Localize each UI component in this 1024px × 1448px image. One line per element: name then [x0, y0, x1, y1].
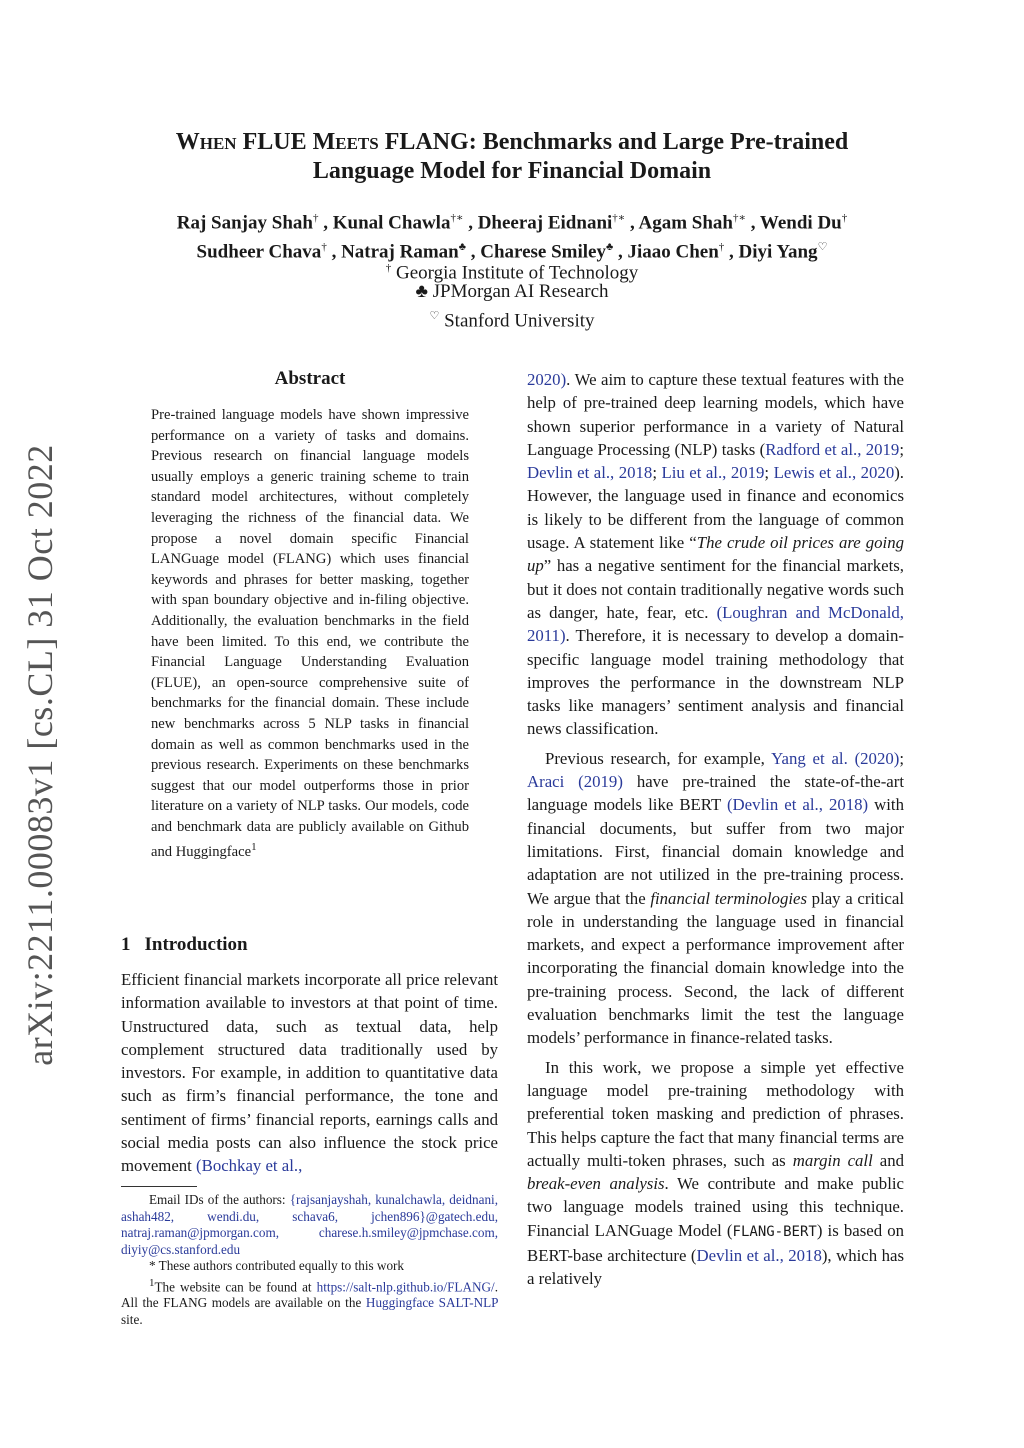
author-mark: †: [312, 212, 319, 224]
author-line-1: [100, 206, 924, 235]
website-link[interactable]: https://salt-nlp.github.io/FLANG/: [316, 1278, 495, 1294]
abstract-text: Pre-trained language models have shown impressive performance on a variety of tasks and domains. Previous research on financial language models usually employs a generic training scheme to train standard model architectures, without completely leveraging the richness of the financial data. We propose a novel domain specific Financial LANGuage model (FLANG) which uses financial keywords and phrases for better masking, together with span boundary objective and in-filing objective. Additionally, the evaluation benchmarks in the field have been limited. To this end, we contribute the Financial Language Understanding Evaluation (FLUE), an open-source comprehensive suite of benchmarks for the financial domain. These include new benchmarks across 5 NLP tasks in financial domain as well as common benchmarks used in the previous research. Experiments on these benchmarks suggest that our model outperforms those in prior literature on a variety of NLP tasks. Our models, code and benchmark data are publicly available on Github and Huggingface: [151, 407, 469, 861]
author-mark: ♣: [606, 241, 614, 254]
email-prefix: Email IDs of the authors:: [149, 1192, 290, 1207]
title-line-1-rest: FLANG: Benchmarks and Large Pre-trained: [378, 129, 849, 155]
author: Sudheer Chava: [196, 241, 322, 263]
affiliation-name: Stanford University: [439, 310, 595, 332]
author-sep: ,: [465, 241, 481, 263]
author-sep: ,: [745, 212, 760, 234]
author: Diyi Yang: [738, 241, 818, 263]
footnote-emails: [121, 1192, 498, 1258]
citation-sep: ;: [899, 439, 904, 459]
author-sep: ,: [724, 241, 739, 263]
section-title: Introduction: [144, 934, 248, 955]
author-mark: †: [321, 241, 327, 254]
affiliation-name: Georgia Institute of Technology: [391, 262, 639, 284]
paragraph-text: . We contribute and make public two language models trained using this technique. Financial LANGuage Model (: [527, 1174, 904, 1240]
title-word-meets: Meets: [312, 129, 379, 155]
citation-link[interactable]: Lewis et al., 2020: [773, 463, 895, 483]
emphasis: financial terminologies: [650, 888, 807, 908]
paragraph-text: In this work, we propose a simple yet effective language model pre-training methodology with preferential token masking and prediction of phrases. This helps capture the fact that many financial terms are actually multi-token phrases, such as: [527, 1057, 904, 1170]
paragraph-text: ), which has a relatively: [527, 1245, 904, 1289]
author-mark: †∗: [450, 212, 464, 224]
footnote-1: [121, 1275, 498, 1329]
model-name: FLANG-BERT: [732, 1223, 817, 1240]
author-sep: ,: [463, 212, 478, 234]
huggingface-link[interactable]: Huggingface SALT-NLP: [365, 1295, 499, 1311]
author: Charese Smiley: [480, 241, 606, 263]
footnote-text: . All the FLANG models are available on the: [121, 1278, 498, 1311]
footnote-text: The website can be found at: [154, 1278, 317, 1294]
right-paragraph-1: [527, 368, 904, 741]
section-heading-introduction: [121, 934, 248, 956]
paragraph-text: ). However, the language used in finance and economics is likely to be different from the language of common usage. A statement like “: [527, 463, 905, 553]
paper-title: [100, 128, 924, 186]
author-mark: †∗: [612, 212, 626, 224]
abstract-heading: Abstract: [274, 368, 346, 389]
citation-sep: ;: [652, 463, 662, 483]
author: Wendi Du: [759, 212, 842, 234]
arxiv-sidebar: [14, 444, 66, 1066]
abstract-body: [151, 405, 469, 863]
footnote-mark: 1: [149, 1276, 155, 1289]
citation-link[interactable]: Devlin et al., 2018: [696, 1245, 822, 1265]
author-mark: ♡: [817, 241, 828, 254]
author: Kunal Chawla: [332, 212, 451, 234]
right-paragraph-3: [527, 1056, 904, 1291]
author: Jiaao Chen: [627, 241, 719, 263]
affiliation-stanford: [100, 304, 924, 333]
paragraph-text: ” has a negative sentiment for the financial markets, but it does not contain traditionally negative words such as danger, hate, fear, etc.: [527, 556, 904, 622]
citation-link[interactable]: Devlin et al., 2018: [527, 463, 653, 483]
footnote-text: site.: [121, 1311, 143, 1327]
right-column: [527, 368, 904, 1297]
citation-link[interactable]: 2020): [527, 370, 567, 389]
paragraph-text: Previous research, for example,: [545, 748, 772, 768]
footnote-equal-contribution: * These authors contributed equally to this work: [149, 1258, 405, 1273]
emphasis: margin call: [792, 1150, 873, 1170]
footnotes: [121, 1192, 498, 1328]
citation-link[interactable]: Liu et al., 2019: [661, 463, 765, 483]
author: Raj Sanjay Shah: [176, 212, 313, 234]
quoted-statement: The crude oil prices are going up: [527, 533, 904, 576]
intro-paragraph-1: [121, 968, 498, 1178]
author-mark: †: [718, 241, 725, 254]
paragraph-text: . We aim to capture these textual features with the help of pre-trained deep learning models, which have shown superior performance in a variety of Natural Language Processing (NLP) tasks (: [527, 370, 904, 459]
citation-link[interactable]: Yang et al. (2020): [771, 748, 900, 768]
affiliation-name: JPMorgan AI Research: [427, 281, 609, 302]
title-word-flue: FLUE: [236, 129, 313, 155]
author-sep: ,: [326, 241, 342, 263]
author-mark: ♣: [458, 241, 466, 254]
paragraph-text: Efficient financial markets incorporate all price relevant information available to investors at that point of time. Unstructured data, such as textual data, help complement structured data traditionally used by investors. For example, in addition to quantitative data such as firm’s financial performance, the tone and sentiment of firms’ financial reports, earnings calls and social media posts can also influence the stock price movement: [121, 970, 498, 1176]
affiliation-mark: ♡: [429, 310, 440, 322]
citation-sep: ;: [764, 463, 774, 483]
email-links[interactable]: {rajsanjayshah, kunalchawla, deidnani, ashah482, wendi.du, schava6, jchen896}@gatech.edu, natraj.raman@jpmorgan.com, charese.h.smiley@jpmchase.com, diyiy@cs.stanford.edu: [121, 1192, 498, 1257]
footnote-divider: [121, 1186, 197, 1187]
paragraph-text: have pre-trained the state-of-the-art language models like BERT: [527, 772, 905, 815]
citation-link[interactable]: Radford et al., 2019: [765, 439, 900, 459]
affiliation-mark: †: [385, 262, 392, 274]
paragraph-text: and: [872, 1150, 904, 1170]
paragraph-text: . Therefore, it is necessary to develop a domain-specific language model training methodology that improves the performance in the downstream NLP tasks like managers’ sentiment analysis and financial news classification.: [527, 626, 904, 739]
right-paragraph-2: [527, 747, 904, 1050]
affiliation-jpmorgan: [100, 280, 924, 304]
title-line-1: [100, 128, 924, 157]
emphasis: break-even analysis: [527, 1174, 665, 1194]
author: Natraj Raman: [341, 241, 459, 263]
author-mark: †∗: [732, 212, 746, 224]
paragraph-text: with financial documents, but suffer from two major limitations. First, financial domain knowledge and adaptation are not utilized in the pre-training process. We argue that the: [527, 795, 904, 908]
citation-link[interactable]: Araci (2019): [527, 772, 623, 792]
citation-sep: ;: [899, 748, 904, 768]
arxiv-identifier: arXiv:2211.00083v1 [cs.CL] 31 Oct 2022: [20, 444, 61, 1066]
title-word-when: When: [175, 129, 237, 155]
citation-link[interactable]: (Bochkay et al.,: [196, 1156, 303, 1176]
paragraph-text: ) is based on BERT-base architecture (: [527, 1220, 904, 1265]
section-number: 1: [121, 934, 131, 955]
paragraph-text: play a critical role in understanding the language used in financial markets, and expect a performance improvement after incorporating the financial domain knowledge into the pre-training process. Second, the lack of different evaluation benchmarks limit the test the language models’ performance in finance-related tasks.: [527, 888, 904, 1048]
citation-link[interactable]: (Devlin et al., 2018): [726, 795, 869, 815]
footnote-ref: 1: [251, 841, 257, 854]
citation-link[interactable]: (Loughran and McDonald, 2011): [527, 602, 904, 646]
author-sep: ,: [625, 212, 639, 234]
title-line-2: Language Model for Financial Domain: [312, 158, 712, 184]
author: Dheeraj Eidnani: [477, 212, 613, 234]
author: Agam Shah: [638, 212, 733, 234]
author-mark: †: [841, 212, 848, 224]
affiliation-mark: ♣: [415, 281, 428, 302]
author-sep: ,: [318, 212, 333, 234]
author-sep: ,: [613, 241, 628, 263]
